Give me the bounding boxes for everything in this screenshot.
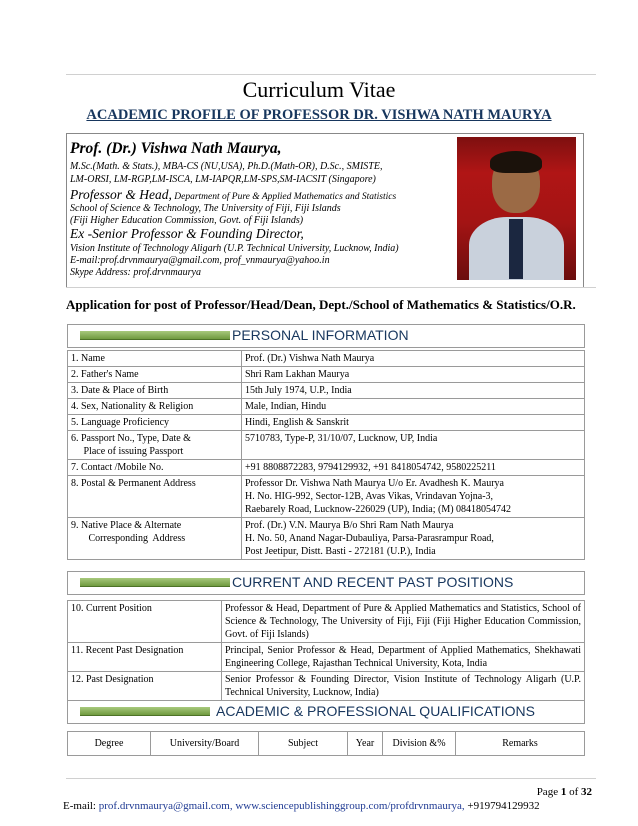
banner-decoration bbox=[80, 707, 210, 716]
profile-degrees-1: M.Sc.(Math. & Stats.), MBA-CS (NU,USA), Ph.D.(Math-OR), D.Sc., SMISTE, bbox=[70, 161, 383, 172]
row-value bbox=[242, 476, 585, 518]
qualifications-heading: ACADEMIC & PROFESSIONAL QUALIFICATIONS bbox=[216, 703, 535, 719]
row-value bbox=[242, 518, 585, 560]
table-row bbox=[68, 351, 585, 367]
row-label: 3. Date & Place of Birth bbox=[68, 383, 242, 399]
footer-links[interactable]: prof.drvnmaurya@gmail.com, www.sciencepublishinggroup.com/profdrvnmaurya, bbox=[98, 800, 465, 812]
table-row bbox=[68, 415, 585, 431]
top-rule bbox=[66, 74, 596, 75]
profile-photo bbox=[457, 137, 576, 280]
profile-position-title: Professor & Head, bbox=[70, 187, 172, 202]
row-label-line-2: Place of issuing Passport bbox=[71, 446, 184, 457]
row-value: Shri Ram Lakhan Maurya bbox=[242, 367, 585, 383]
row-value: Principal, Senior Professor & Head, Department of Applied Mathematics, Shekhawati Engineering College, Rajasthan Technical University, Kota, India bbox=[222, 643, 585, 672]
table-row bbox=[68, 460, 585, 476]
row-value-line-1: Professor Dr. Vishwa Nath Maurya U/o Er. Avadhesh K. Maurya bbox=[245, 478, 504, 489]
row-value-line-3: Post Jeetipur, Distt. Basti - 272181 (U.P.), India bbox=[245, 546, 436, 557]
column-header: Subject bbox=[259, 732, 348, 756]
banner-decoration bbox=[80, 578, 230, 587]
page-of: of bbox=[566, 786, 581, 798]
profile-degrees-2: LM-ORSI, LM-RGP,LM-ISCA, LM-IAPQR,LM-SPS,SM-IACSIT (Singapore) bbox=[70, 174, 376, 185]
row-label: 7. Contact /Mobile No. bbox=[68, 460, 242, 476]
profile-skype: Skype Address: prof.drvnmaurya bbox=[70, 267, 201, 278]
positions-table bbox=[67, 600, 585, 701]
row-value-line-2: H. No. HIG-992, Sector-12B, Avas Vikas, Vrindavan Yojna-3, bbox=[245, 491, 494, 502]
profile-email: E-mail:prof.drvnmaurya@gmail.com, prof_vnmaurya@yahoo.in bbox=[70, 255, 330, 266]
page-title: Curriculum Vitae bbox=[242, 77, 396, 102]
row-value-line-2: H. No. 50, Anand Nagar-Dubauliya, Parsa-Parasrampur Road, bbox=[245, 533, 494, 544]
row-label-line-1: 6. Passport No., Type, Date & bbox=[71, 433, 191, 444]
row-label: 2. Father's Name bbox=[68, 367, 242, 383]
table-row bbox=[68, 476, 585, 518]
row-label: 5. Language Proficiency bbox=[68, 415, 242, 431]
row-label: 12. Past Designation bbox=[68, 672, 222, 701]
positions-heading: CURRENT AND RECENT PAST POSITIONS bbox=[232, 574, 514, 590]
personal-info-table bbox=[67, 350, 585, 560]
profile-ex-institute: Vision Institute of Technology Aligarh (U.P. Technical University, Lucknow, India) bbox=[70, 243, 399, 254]
column-header: Degree bbox=[68, 732, 151, 756]
column-header: University/Board bbox=[151, 732, 259, 756]
profile-position-dept: Department of Pure & Applied Mathematics and Statistics bbox=[171, 192, 397, 202]
positions-banner bbox=[67, 571, 585, 595]
personal-info-banner bbox=[67, 324, 585, 348]
personal-info-heading: PERSONAL INFORMATION bbox=[232, 327, 409, 343]
table-row bbox=[68, 518, 585, 560]
row-value: 15th July 1974, U.P., India bbox=[242, 383, 585, 399]
page-subtitle: ACADEMIC PROFILE OF PROFESSOR DR. VISHWA NATH MAURYA bbox=[86, 107, 552, 123]
row-label: 10. Current Position bbox=[68, 601, 222, 643]
profile-school: School of Science & Technology, The University of Fiji, Fiji Islands bbox=[70, 203, 341, 214]
row-label bbox=[68, 431, 242, 460]
page-label: Page bbox=[536, 786, 561, 798]
page-number bbox=[537, 786, 592, 798]
footer-rule bbox=[66, 778, 596, 779]
row-value: Professor & Head, Department of Pure & Applied Mathematics and Statistics, School of Science & Technology, The University of Fiji, Fiji (Fiji Higher Education Commission, Govt. of Fiji Islands) bbox=[222, 601, 585, 643]
row-value-line-1: Prof. (Dr.) V.N. Maurya B/o Shri Ram Nath Maurya bbox=[245, 520, 454, 531]
banner-decoration bbox=[80, 331, 230, 340]
row-label-line-2: Corresponding Address bbox=[71, 533, 186, 544]
row-value: Hindi, English & Sanskrit bbox=[242, 415, 585, 431]
row-value-line-3: Raebarely Road, Lucknow-226029 (UP), India; (M) 08418054742 bbox=[245, 504, 512, 515]
table-row bbox=[68, 643, 585, 672]
row-label: 11. Recent Past Designation bbox=[68, 643, 222, 672]
row-value: Male, Indian, Hindu bbox=[242, 399, 585, 415]
row-value: 5710783, Type-P, 31/10/07, Lucknow, UP, India bbox=[242, 431, 585, 460]
row-value: +91 8808872283, 9794129932, +91 8418054742, 9580225211 bbox=[242, 460, 585, 476]
table-header-row bbox=[68, 732, 585, 756]
row-label: 8. Postal & Permanent Address bbox=[68, 476, 242, 518]
application-title: Application for post of Professor/Head/Dean, Dept./School of Mathematics & Statistics/O.R. bbox=[66, 297, 576, 312]
column-header: Year bbox=[348, 732, 383, 756]
page-total: 32 bbox=[581, 786, 592, 798]
row-label: 1. Name bbox=[68, 351, 242, 367]
profile-rule bbox=[66, 287, 596, 288]
profile-position bbox=[70, 186, 396, 204]
footer-contact bbox=[63, 800, 540, 812]
table-row bbox=[68, 431, 585, 460]
page-current: 1 bbox=[560, 786, 567, 798]
table-row bbox=[68, 399, 585, 415]
table-row bbox=[68, 367, 585, 383]
column-header: Division &% bbox=[383, 732, 456, 756]
profile-ex-title: Ex -Senior Professor & Founding Director, bbox=[70, 226, 304, 241]
table-row bbox=[68, 672, 585, 701]
profile-commission: (Fiji Higher Education Commission, Govt. of Fiji Islands) bbox=[70, 215, 304, 226]
qualifications-banner bbox=[67, 700, 585, 724]
footer-phone: +919794129932 bbox=[464, 800, 540, 812]
row-value: Senior Professor & Founding Director, Vision Institute of Technology Aligarh (U.P. Technical University, Lucknow, India) bbox=[222, 672, 585, 701]
footer-email-label: E-mail: bbox=[63, 800, 99, 812]
row-value: Prof. (Dr.) Vishwa Nath Maurya bbox=[242, 351, 585, 367]
profile-name: Prof. (Dr.) Vishwa Nath Maurya, bbox=[70, 140, 282, 157]
qualifications-table bbox=[67, 731, 585, 756]
table-row bbox=[68, 383, 585, 399]
row-label: 4. Sex, Nationality & Religion bbox=[68, 399, 242, 415]
table-row bbox=[68, 601, 585, 643]
row-label-line-1: 9. Native Place & Alternate bbox=[71, 520, 182, 531]
column-header: Remarks bbox=[456, 732, 585, 756]
row-label bbox=[68, 518, 242, 560]
